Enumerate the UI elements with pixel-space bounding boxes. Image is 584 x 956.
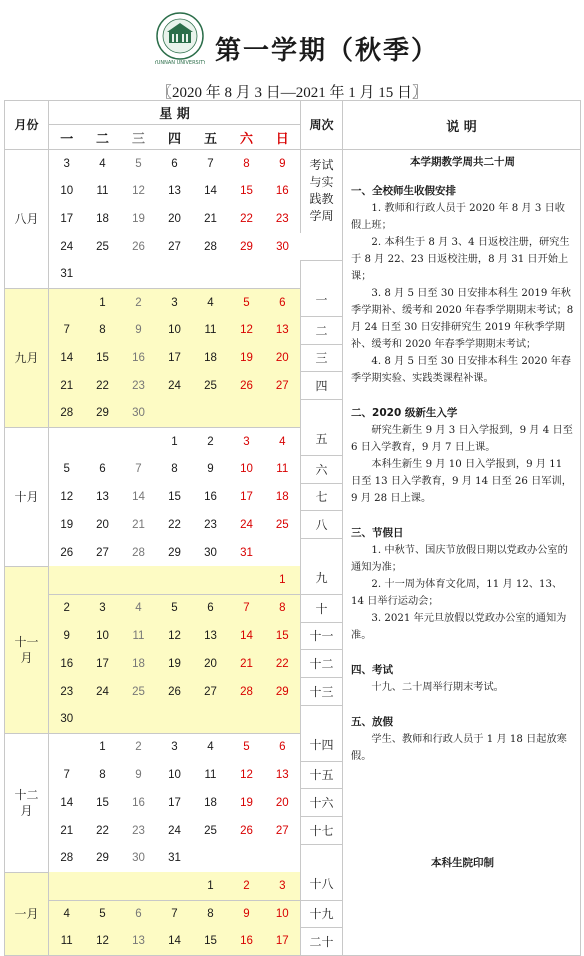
day-cell: 5 [157, 594, 193, 622]
empty-day-cell [121, 872, 157, 900]
notes-section-title: 三、节假日 [351, 527, 404, 539]
empty-day-cell [49, 288, 85, 316]
day-cell: 1 [265, 566, 301, 594]
day-cell: 4 [99, 157, 106, 170]
day-cell: 17 [60, 212, 74, 225]
day-cell: 22 [85, 372, 121, 400]
day-cell: 19 [229, 344, 265, 372]
day-cell: 10 [157, 316, 193, 344]
day-cell: 28 [60, 852, 74, 865]
day-cell: 3 [157, 288, 193, 316]
empty-day-cell [193, 566, 229, 594]
day-cell: 2 [193, 427, 229, 455]
day-cell: 28 [49, 400, 85, 428]
day-header: 四 [157, 125, 193, 150]
day-cell: 30 [276, 240, 289, 253]
day-cell: 13 [275, 768, 289, 781]
day-cell: 31 [168, 852, 181, 865]
notes-section-title: 四、考试 [351, 664, 394, 676]
day-cell: 30 [204, 546, 217, 559]
day-cell: 16 [204, 490, 217, 503]
day-cell: 7 [49, 316, 85, 344]
day-cell: 12 [132, 185, 145, 198]
day-cell: 7 [63, 768, 70, 781]
week-number: 二 [301, 316, 343, 344]
note-text: 十九、二十周举行期末考试。 [371, 682, 504, 693]
empty-day-cell [157, 261, 193, 289]
empty-day-cell [193, 705, 229, 733]
week-number: 二十 [301, 928, 343, 956]
day-cell: 18 [204, 796, 217, 809]
notes-heading: 本学期教学周共二十周 [410, 156, 516, 168]
week-number: 十六 [301, 789, 343, 817]
day-cell: 23 [275, 212, 289, 225]
day-cell: 21 [60, 824, 74, 837]
day-cell: 9 [229, 900, 265, 928]
day-cell: 12 [85, 928, 121, 956]
day-cell: 11 [204, 768, 217, 781]
month-label: 九月 [5, 288, 49, 427]
day-cell: 28 [204, 240, 217, 253]
day-cell: 22 [168, 518, 181, 531]
col-weekno-header: 周次 [301, 101, 343, 150]
day-cell: 6 [193, 594, 229, 622]
page-header [0, 0, 584, 100]
day-cell: 12 [240, 768, 253, 781]
day-cell: 5 [85, 900, 121, 928]
day-cell: 7 [207, 157, 214, 170]
col-week-header: 星 期 [49, 101, 301, 125]
day-cell: 10 [240, 463, 253, 476]
day-cell: 18 [193, 344, 229, 372]
day-cell: 10 [85, 622, 121, 650]
day-cell: 23 [204, 518, 217, 531]
day-cell: 13 [265, 316, 301, 344]
week-number: 十七 [301, 817, 343, 845]
day-cell: 16 [121, 344, 157, 372]
note-text: 4. 8 月 5 日至 30 日安排本科生 2020 年春季学期实验、实践类课程补课。 [351, 356, 571, 384]
day-cell: 22 [240, 212, 253, 225]
date-range: 〖2020 年 8 月 3 日—2021 年 1 月 15 日〗 [156, 85, 427, 101]
note-text: 本科生新生 9 月 10 日入学报到，9 月 11 日至 13 日入学教育，9 月 14 日至 26 日军训，9 月 28 日上课。 [351, 459, 572, 504]
week-number: 六 [301, 455, 343, 483]
day-cell: 24 [168, 824, 181, 837]
note-text: 1. 中秋节、国庆节放假日期以党政办公室的通知为准； [351, 545, 568, 573]
month-label: 一月 [5, 872, 49, 955]
day-cell: 22 [265, 650, 301, 678]
day-cell: 17 [168, 796, 181, 809]
day-cell: 7 [157, 900, 193, 928]
day-cell: 24 [85, 678, 121, 706]
empty-day-cell [85, 705, 121, 733]
day-cell: 5 [229, 733, 265, 761]
day-cell: 6 [265, 288, 301, 316]
school-calendar-table [4, 100, 581, 956]
week-number: 十二 [301, 650, 343, 678]
day-cell: 14 [60, 796, 74, 809]
week-number: 十三 [301, 678, 343, 706]
day-cell: 29 [240, 240, 253, 253]
day-cell: 25 [204, 824, 217, 837]
day-cell: 26 [240, 824, 253, 837]
day-cell: 9 [49, 622, 85, 650]
day-cell: 21 [132, 518, 145, 531]
day-cell: 31 [60, 268, 74, 281]
day-cell: 26 [229, 372, 265, 400]
day-cell: 15 [240, 185, 253, 198]
empty-day-cell [265, 539, 301, 567]
day-cell: 28 [229, 678, 265, 706]
day-cell: 16 [229, 928, 265, 956]
week-number: 五 [301, 400, 343, 456]
empty-day-cell [229, 566, 265, 594]
day-cell: 9 [135, 768, 142, 781]
day-cell: 26 [60, 546, 74, 559]
empty-day-cell [121, 705, 157, 733]
day-cell: 9 [207, 463, 214, 476]
empty-day-cell [265, 400, 301, 428]
day-cell: 30 [132, 852, 145, 865]
day-cell: 30 [49, 705, 85, 733]
day-cell: 20 [168, 212, 181, 225]
note-text: 研究生新生 9 月 3 日入学报到，9 月 4 日至 6 日入学教育，9 月 7 日上课。 [351, 425, 573, 453]
day-cell: 20 [96, 518, 109, 531]
empty-day-cell [193, 400, 229, 428]
week-number: 十九 [301, 900, 343, 928]
day-cell: 24 [240, 518, 253, 531]
day-cell: 19 [157, 650, 193, 678]
week-number: 一 [301, 261, 343, 317]
day-cell: 5 [135, 157, 142, 170]
day-cell: 9 [279, 157, 286, 170]
empty-day-cell [85, 427, 121, 455]
col-notes-header: 说 明 [343, 101, 581, 150]
day-cell: 4 [49, 900, 85, 928]
day-cell: 17 [85, 650, 121, 678]
note-text: 3. 8 月 5 日至 30 日安排本科生 2019 年秋季学期补、缓考和 2020 年春季学期期末考试；8 月 24 日至 30 日安排研究生 2019 年秋季学期补、缓考和 2020 年春季学期期末考试； [351, 288, 574, 350]
day-cell: 11 [276, 463, 289, 476]
day-cell: 3 [157, 733, 193, 761]
week-number: 七 [301, 483, 343, 511]
day-cell: 14 [132, 490, 145, 503]
empty-day-cell [193, 844, 229, 872]
week-number: 十八 [301, 844, 343, 900]
empty-day-cell [157, 566, 193, 594]
notes-panel [343, 150, 581, 956]
day-cell: 1 [85, 733, 121, 761]
day-cell: 15 [168, 490, 181, 503]
note-text: 2. 十一周为体育文化周，11 月 12、13、14 日举行运动会； [351, 579, 563, 607]
day-cell: 6 [121, 900, 157, 928]
day-cell: 31 [240, 546, 253, 559]
day-cell: 9 [121, 316, 157, 344]
day-header: 三 [121, 125, 157, 150]
day-cell: 29 [265, 678, 301, 706]
day-cell: 10 [168, 768, 181, 781]
day-cell: 14 [229, 622, 265, 650]
day-cell: 14 [204, 185, 217, 198]
day-cell: 4 [193, 288, 229, 316]
day-header: 二 [85, 125, 121, 150]
day-cell: 24 [60, 240, 74, 253]
empty-day-cell [49, 733, 85, 761]
day-cell: 16 [132, 796, 145, 809]
week-number: 十四 [301, 705, 343, 761]
day-cell: 11 [121, 622, 157, 650]
day-cell: 13 [121, 928, 157, 956]
day-cell: 1 [193, 872, 229, 900]
day-cell: 18 [275, 490, 289, 503]
day-cell: 18 [96, 212, 109, 225]
day-cell: 2 [49, 594, 85, 622]
day-cell: 18 [121, 650, 157, 678]
day-cell: 15 [85, 344, 121, 372]
day-cell: 15 [265, 622, 301, 650]
day-cell: 20 [193, 650, 229, 678]
day-cell: 13 [193, 622, 229, 650]
empty-day-cell [265, 844, 301, 872]
day-cell: 5 [229, 288, 265, 316]
week-number: 十 [301, 594, 343, 622]
day-cell: 27 [168, 240, 181, 253]
empty-day-cell [121, 427, 157, 455]
day-cell: 5 [63, 463, 70, 476]
day-cell: 23 [121, 372, 157, 400]
day-cell: 25 [275, 518, 289, 531]
empty-day-cell [49, 872, 85, 900]
day-cell: 17 [265, 928, 301, 956]
day-cell: 7 [135, 463, 142, 476]
day-cell: 4 [265, 427, 301, 455]
week-number: 十一 [301, 622, 343, 650]
empty-day-cell [49, 427, 85, 455]
day-cell: 6 [265, 733, 301, 761]
day-cell: 8 [99, 768, 106, 781]
day-header: 五 [193, 125, 229, 150]
empty-day-cell [265, 261, 301, 289]
day-cell: 29 [96, 852, 109, 865]
note-text: 学生、教师和行政人员于 1 月 18 日起放寒假。 [351, 734, 567, 762]
day-cell: 2 [121, 733, 157, 761]
day-cell: 12 [157, 622, 193, 650]
day-cell: 13 [96, 490, 109, 503]
day-cell: 20 [275, 796, 289, 809]
day-cell: 29 [85, 400, 121, 428]
day-cell: 24 [157, 372, 193, 400]
empty-day-cell [229, 844, 265, 872]
day-cell: 27 [193, 678, 229, 706]
day-cell: 23 [132, 824, 145, 837]
day-cell: 22 [96, 824, 109, 837]
day-cell: 15 [96, 796, 109, 809]
day-cell: 6 [99, 463, 106, 476]
day-cell: 11 [193, 316, 229, 344]
month-label: 十一月 [5, 566, 49, 733]
empty-day-cell [229, 261, 265, 289]
month-label: 八月 [5, 150, 49, 289]
empty-day-cell [265, 705, 301, 733]
day-cell: 23 [49, 678, 85, 706]
day-cell: 3 [229, 427, 265, 455]
day-cell: 27 [96, 546, 109, 559]
day-cell: 16 [49, 650, 85, 678]
day-cell: 10 [265, 900, 301, 928]
day-cell: 17 [157, 344, 193, 372]
empty-day-cell [193, 261, 229, 289]
day-cell: 13 [168, 185, 181, 198]
day-cell: 27 [265, 372, 301, 400]
day-cell: 8 [193, 900, 229, 928]
day-header: 一 [49, 125, 85, 150]
day-cell: 1 [157, 427, 193, 455]
empty-day-cell [157, 872, 193, 900]
day-cell: 11 [49, 928, 85, 956]
week-number: 四 [301, 372, 343, 400]
empty-day-cell [157, 400, 193, 428]
empty-day-cell [85, 872, 121, 900]
note-text: 2. 本科生于 8 月 3、4 日返校注册，研究生于 8 月 22、23 日返校注册，8 月 31 日开始上课； [351, 237, 570, 282]
day-cell: 28 [132, 546, 145, 559]
page-title: 第一学期（秋季） [215, 36, 440, 66]
day-cell: 8 [171, 463, 178, 476]
day-cell: 27 [275, 824, 289, 837]
notes-section-title: 二、2020 级新生入学 [351, 407, 458, 419]
day-cell: 3 [63, 157, 70, 170]
day-header: 六 [229, 125, 265, 150]
empty-day-cell [229, 705, 265, 733]
day-cell: 21 [204, 212, 217, 225]
day-cell: 21 [49, 372, 85, 400]
day-cell: 2 [121, 288, 157, 316]
day-cell: 14 [157, 928, 193, 956]
day-cell: 12 [60, 490, 74, 503]
empty-day-cell [157, 705, 193, 733]
day-cell: 26 [157, 678, 193, 706]
day-cell: 6 [171, 157, 178, 170]
note-text: 3. 2021 年元旦放假以党政办公室的通知为准。 [351, 613, 567, 641]
empty-day-cell [49, 566, 85, 594]
day-cell: 19 [60, 518, 74, 531]
day-cell: 7 [229, 594, 265, 622]
day-cell: 15 [193, 928, 229, 956]
empty-day-cell [229, 400, 265, 428]
empty-day-cell [121, 566, 157, 594]
notes-signature: 本科生院印制 [431, 857, 495, 869]
svg-text:YUNNAN UNIVERSITY: YUNNAN UNIVERSITY [155, 60, 205, 66]
day-cell: 4 [121, 594, 157, 622]
empty-day-cell [121, 261, 157, 289]
day-cell: 2 [229, 872, 265, 900]
day-cell: 14 [49, 344, 85, 372]
day-cell: 25 [121, 678, 157, 706]
day-cell: 12 [229, 316, 265, 344]
day-cell: 8 [243, 157, 250, 170]
notes-section-title: 一、全校师生收假安排 [351, 185, 457, 197]
day-cell: 17 [240, 490, 253, 503]
day-cell: 4 [193, 733, 229, 761]
notes-section-title: 五、放假 [351, 716, 394, 728]
day-cell: 10 [60, 185, 74, 198]
university-logo [155, 10, 205, 66]
week-number: 十五 [301, 761, 343, 789]
col-month-header: 月份 [5, 101, 49, 150]
day-cell: 8 [85, 316, 121, 344]
day-cell: 25 [96, 240, 109, 253]
week-number: 九 [301, 539, 343, 595]
month-label: 十二月 [5, 733, 49, 872]
calendar-row [5, 150, 581, 178]
day-cell: 19 [132, 212, 145, 225]
day-cell: 11 [96, 185, 109, 198]
day-cell: 16 [275, 185, 289, 198]
day-cell: 26 [132, 240, 145, 253]
week-number: 八 [301, 511, 343, 539]
day-cell: 3 [85, 594, 121, 622]
week-number: 考试与实践教学周 [301, 150, 343, 233]
day-cell: 25 [193, 372, 229, 400]
month-label: 十月 [5, 427, 49, 566]
day-cell: 1 [85, 288, 121, 316]
week-number: 三 [301, 344, 343, 372]
day-cell: 19 [240, 796, 253, 809]
note-text: 1. 教师和行政人员于 2020 年 8 月 3 日收假上班； [351, 203, 565, 231]
day-cell: 29 [168, 546, 181, 559]
day-header: 日 [265, 125, 301, 150]
day-cell: 21 [229, 650, 265, 678]
day-cell: 8 [265, 594, 301, 622]
empty-day-cell [85, 566, 121, 594]
day-cell: 3 [265, 872, 301, 900]
day-cell: 30 [121, 400, 157, 428]
day-cell: 20 [265, 344, 301, 372]
empty-day-cell [85, 261, 121, 289]
